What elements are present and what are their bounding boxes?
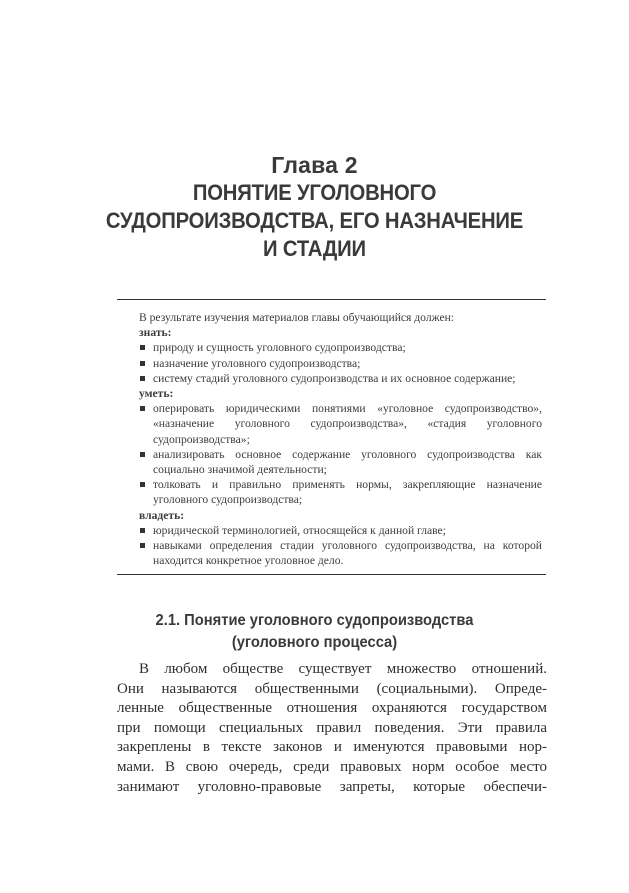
list-item-text: навыками определения стадии уголовного судопроизводства, на которой находится конкретное уголовное дело. [153, 539, 542, 568]
section-title-line: 2.1. Понятие уголовного судопроизводства [155, 612, 474, 629]
body-paragraph [117, 660, 547, 797]
bullet-icon [140, 482, 145, 487]
list-item-text: оперировать юридическими понятиями «уголовное судопроизводство», «назначение уголовного судопроизводства», «стадия уголовного судопроизводства»; [153, 402, 542, 446]
list-item [117, 356, 546, 371]
bullet-icon [140, 543, 145, 548]
list-item [117, 523, 546, 538]
chapter-heading [0, 152, 629, 263]
paragraph-line: занимают уголовно-правовые запреты, которые обеспечи- [117, 778, 547, 795]
list-item-text: толковать и правильно применять нормы, закрепляющие назначение уголовного судопроизводства; [153, 478, 542, 507]
paragraph-line: В любом обществе существует множество отношений. [139, 661, 547, 677]
bullet-icon [140, 528, 145, 533]
chapter-title-line: И СТАДИИ [263, 236, 366, 261]
paragraph-line: Они называются общественными (социальными). Опреде- [117, 680, 547, 697]
paragraph-line: мами. В свою очередь, среди правовых норм особое место [117, 758, 547, 775]
paragraph-line: ленные общественные отношения охраняются государством [117, 700, 547, 717]
list-item-text: природу и сущность уголовного судопроизводства; [153, 341, 406, 355]
chapter-number: Глава 2 [271, 152, 358, 178]
bullet-icon [140, 376, 145, 381]
objectives-list [117, 340, 546, 386]
paragraph-line: при помощи специальных правил поведения. Эти правила [117, 719, 547, 736]
list-item-text: анализировать основное содержание уголовного судопроизводства как социально значимой деятельности; [153, 447, 542, 477]
bullet-icon [140, 345, 145, 350]
list-item [117, 477, 546, 507]
objectives-group-label: знать: [139, 326, 172, 340]
section-heading [0, 610, 629, 654]
objectives-list [117, 401, 546, 507]
list-item-text: систему стадий уголовного судопроизводства и их основное содержание; [153, 371, 516, 385]
list-item-text: назначение уголовного судопроизводства; [153, 356, 361, 370]
list-item [117, 371, 546, 386]
learning-objectives-box [117, 299, 546, 575]
objectives-intro: В результате изучения материалов главы обучающийся должен: [139, 311, 455, 324]
chapter-title-line: ПОНЯТИЕ УГОЛОВНОГО [192, 180, 437, 205]
list-item [117, 538, 546, 568]
bullet-icon [140, 361, 145, 366]
objectives-group-label: владеть: [139, 508, 185, 522]
objectives-group-label: уметь: [139, 387, 174, 401]
list-item [117, 447, 546, 477]
paragraph-line: закреплены в тексте законов и именуются правовыми нор- [117, 739, 547, 756]
bullet-icon [140, 452, 145, 457]
chapter-title-line: СУДОПРОИЗВОДСТВА, ЕГО НАЗНАЧЕНИЕ [105, 208, 524, 233]
objectives-list [117, 523, 546, 569]
section-title-line: (уголовного процесса) [231, 634, 398, 651]
list-item-text: юридической терминологией, относящейся к данной главе; [153, 523, 446, 537]
bullet-icon [140, 406, 145, 411]
list-item [117, 340, 546, 355]
list-item [117, 401, 546, 447]
